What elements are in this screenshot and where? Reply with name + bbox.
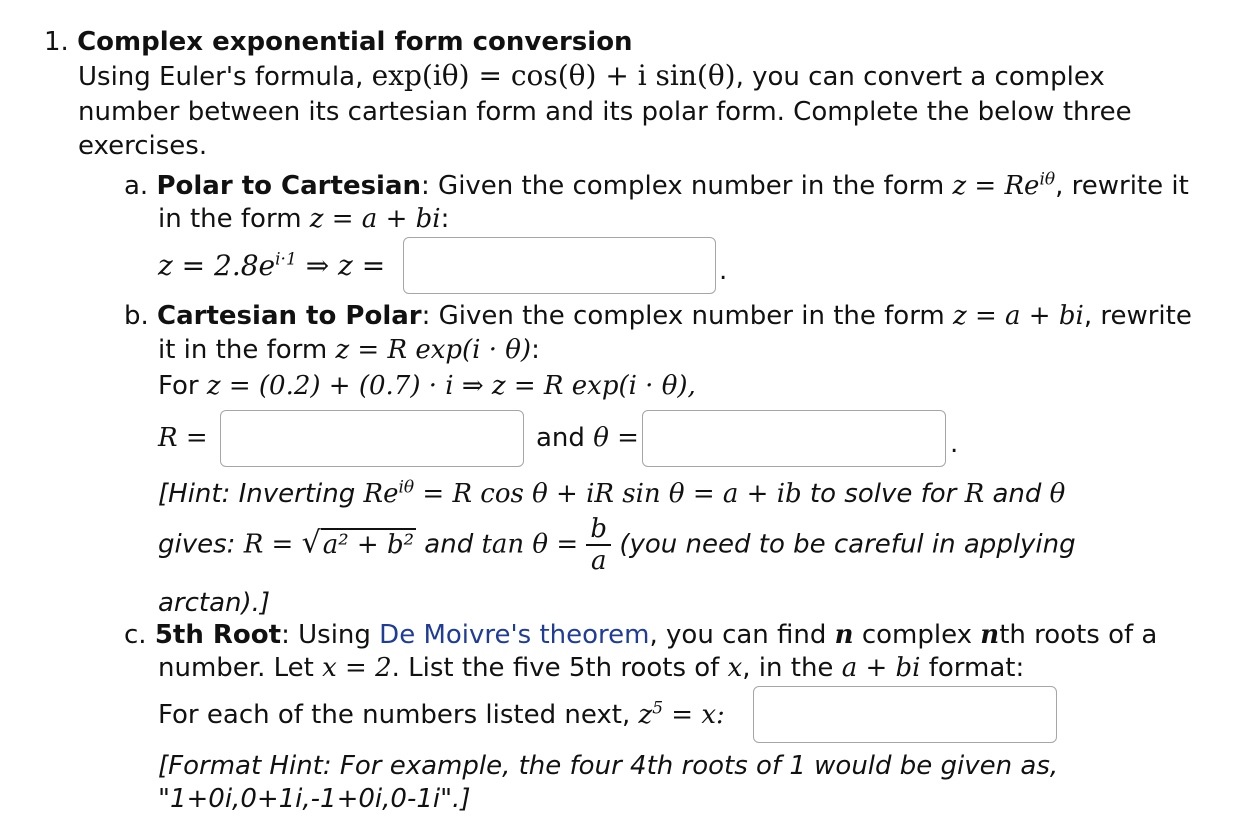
theta-label-group	[536, 422, 639, 454]
part-c-format-hint-1: [Format Hint: For example, the four 4th roots of 1 would be given as,	[158, 751, 1059, 781]
x-symbol: x	[727, 653, 743, 683]
part-c-let: number. Let	[158, 653, 323, 683]
part-b-text-2: it in the form	[158, 335, 336, 365]
hint-gives: gives:	[158, 529, 244, 560]
part-a-heading: Polar to Cartesian	[156, 171, 422, 201]
intro-line-2: number between its cartesian form and its polar form. Complete the below three	[78, 97, 1132, 127]
part-b-text-cont: , rewrite	[1083, 301, 1192, 331]
hint-and: and	[984, 479, 1050, 509]
part-b-period: .	[950, 429, 959, 459]
z-exponent: 5	[652, 698, 664, 719]
intro-line-1	[78, 60, 1105, 93]
part-c-text-3: complex	[853, 620, 981, 650]
part-a-period: .	[719, 256, 728, 286]
hint-solve: to solve for	[801, 479, 965, 509]
part-a-given-exponent: i·1	[275, 249, 297, 270]
part-c-answer-input[interactable]	[753, 686, 1057, 743]
part-a-text: : Given the complex number in the form	[421, 171, 953, 201]
hint-re: Re	[363, 479, 399, 509]
part-b-polar-form: z = R exp(i · θ)	[335, 335, 532, 365]
n-symbol: n	[834, 620, 854, 650]
n-symbol-2: n	[980, 620, 1000, 650]
hint-fraction	[586, 514, 611, 576]
part-b-hint-line1	[158, 478, 1065, 510]
part-b-desc-line2	[158, 334, 540, 366]
hint-r-eq: R =	[243, 529, 302, 560]
hint-and-2: and	[416, 529, 482, 560]
hint-r: R	[964, 479, 985, 509]
part-a-answer-input[interactable]	[403, 237, 716, 294]
hint-careful: (you need to be careful in applying	[611, 529, 1076, 560]
part-b-heading: Cartesian to Polar	[157, 301, 422, 331]
sqrt-symbol: √	[301, 525, 321, 561]
part-c-text: : Using	[281, 620, 380, 650]
for-label: For	[158, 371, 207, 401]
hint-sqrt-content: a² + b²	[322, 529, 415, 560]
part-c-desc	[124, 619, 1157, 651]
colon: :	[440, 204, 450, 234]
part-c-line3	[158, 699, 725, 731]
part-c-format: format:	[920, 653, 1025, 683]
euler-formula: exp(iθ) = cos(θ) + i sin(θ)	[371, 59, 736, 92]
hint-inversion: = R cos θ + iR sin θ = a + ib	[414, 479, 802, 509]
part-a-exponent: iθ	[1039, 169, 1056, 190]
part-c-heading: 5th Root	[154, 620, 282, 650]
x-equals: x = 2	[322, 653, 392, 683]
part-c-line2	[158, 652, 1024, 684]
part-c-format-hint-2: "1+0i,0+1i,-1+0i,0-1i".]	[158, 784, 471, 814]
part-c-for-each: For each of the numbers listed next,	[158, 700, 639, 730]
z-symbol: z	[638, 700, 653, 730]
abi-format: a + bi	[841, 653, 921, 683]
part-a-letter: a.	[124, 171, 149, 201]
and-label: and	[536, 423, 594, 453]
part-c-in-the: , in the	[742, 653, 842, 683]
theta-answer-input[interactable]	[642, 410, 946, 467]
part-b-letter: b.	[124, 301, 149, 331]
part-a-cartesian-form: z = a + bi	[309, 204, 441, 234]
part-c-text-2: , you can find	[649, 620, 835, 650]
part-b-for-line	[158, 370, 696, 402]
problem-number: 1.	[44, 27, 69, 57]
equals-x: = x:	[663, 700, 725, 730]
fraction-numerator: b	[586, 514, 611, 546]
fraction-denominator: a	[590, 546, 607, 576]
colon: :	[531, 335, 540, 365]
hint-open: [Hint: Inverting	[158, 479, 364, 509]
part-b-desc	[124, 300, 1192, 332]
part-a-desc	[124, 170, 1189, 202]
part-a-implies: ⇒ z =	[296, 249, 386, 282]
part-a-text-cont: , rewrite it	[1055, 171, 1189, 201]
theta-label: θ =	[593, 423, 639, 453]
part-a-desc-line2	[158, 203, 449, 235]
part-a-equation	[158, 250, 385, 282]
part-a-given: z = 2.8e	[158, 249, 276, 282]
hint-tan: tan θ =	[481, 529, 587, 560]
r-answer-input[interactable]	[220, 410, 524, 467]
part-b-text: : Given the complex number in the form	[421, 301, 954, 331]
part-b-cartesian-form: z = a + bi	[953, 301, 1084, 331]
part-a-text-2: in the form	[158, 204, 310, 234]
part-c-text-4: th roots of a	[999, 620, 1158, 650]
intro-line-3: exercises.	[78, 131, 208, 161]
part-b-hint-line2	[158, 514, 1076, 576]
intro-text-cont: , you can convert a complex	[735, 62, 1105, 92]
hint-re-exp: iθ	[398, 477, 415, 498]
part-c-letter: c.	[124, 620, 147, 650]
part-c-list: . List the five 5th roots of	[391, 653, 728, 683]
problem-title: Complex exponential form conversion	[77, 27, 633, 57]
part-b-hint-line3: arctan).]	[158, 588, 271, 618]
r-label: R =	[158, 423, 208, 453]
part-a-polar-form: z = Re	[952, 171, 1040, 201]
problem-header	[44, 26, 633, 58]
part-b-given: z = (0.2) + (0.7) · i ⇒ z = R exp(i · θ),	[206, 371, 696, 401]
de-moivre-link[interactable]: De Moivre's theorem	[379, 620, 650, 650]
hint-theta: θ	[1049, 479, 1066, 509]
intro-text: Using Euler's formula,	[78, 62, 372, 92]
